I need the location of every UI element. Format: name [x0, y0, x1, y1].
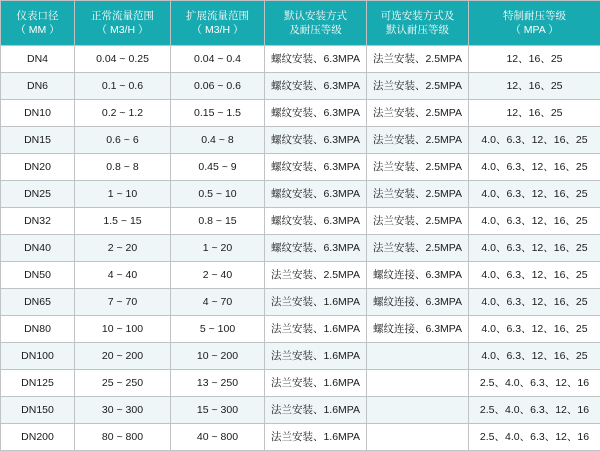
cell-normal-flow: 10 ~ 100	[75, 316, 171, 343]
cell-default-install: 法兰安装、2.5MPA	[265, 262, 367, 289]
cell-extended-flow: 10 ~ 200	[171, 343, 265, 370]
table-header	[1, 1, 600, 46]
cell-extended-flow: 0.8 ~ 15	[171, 208, 265, 235]
header-row	[1, 1, 600, 46]
cell-diameter: DN25	[1, 181, 75, 208]
cell-special-pressure: 4.0、6.3、12、16、25	[469, 262, 600, 289]
cell-normal-flow: 4 ~ 40	[75, 262, 171, 289]
cell-diameter: DN100	[1, 343, 75, 370]
table-row	[1, 262, 600, 289]
cell-special-pressure: 4.0、6.3、12、16、25	[469, 343, 600, 370]
cell-special-pressure: 4.0、6.3、12、16、25	[469, 154, 600, 181]
cell-default-install: 螺纹安装、6.3MPA	[265, 181, 367, 208]
table-row	[1, 46, 600, 73]
cell-optional-install: 螺纹连接、6.3MPA	[367, 316, 469, 343]
cell-extended-flow: 40 ~ 800	[171, 424, 265, 451]
cell-optional-install: 法兰安装、2.5MPA	[367, 154, 469, 181]
table-row	[1, 208, 600, 235]
cell-normal-flow: 0.1 ~ 0.6	[75, 73, 171, 100]
header-line: 默认耐压等级	[367, 23, 468, 37]
cell-special-pressure: 12、16、25	[469, 73, 600, 100]
cell-extended-flow: 15 ~ 300	[171, 397, 265, 424]
header-cell-extended-flow	[171, 1, 265, 46]
cell-default-install: 法兰安装、1.6MPA	[265, 316, 367, 343]
cell-optional-install	[367, 343, 469, 370]
cell-special-pressure: 4.0、6.3、12、16、25	[469, 127, 600, 154]
cell-diameter: DN65	[1, 289, 75, 316]
cell-default-install: 螺纹安装、6.3MPA	[265, 127, 367, 154]
cell-diameter: DN6	[1, 73, 75, 100]
cell-default-install: 螺纹安装、6.3MPA	[265, 208, 367, 235]
cell-extended-flow: 13 ~ 250	[171, 370, 265, 397]
cell-extended-flow: 1 ~ 20	[171, 235, 265, 262]
table-row	[1, 181, 600, 208]
cell-normal-flow: 80 ~ 800	[75, 424, 171, 451]
cell-normal-flow: 2 ~ 20	[75, 235, 171, 262]
cell-extended-flow: 5 ~ 100	[171, 316, 265, 343]
header-line: （ MPA ）	[469, 23, 600, 37]
header-line: 仪表口径	[1, 9, 74, 23]
cell-normal-flow: 7 ~ 70	[75, 289, 171, 316]
cell-special-pressure: 12、16、25	[469, 100, 600, 127]
cell-special-pressure: 4.0、6.3、12、16、25	[469, 235, 600, 262]
cell-diameter: DN125	[1, 370, 75, 397]
header-cell-diameter	[1, 1, 75, 46]
cell-diameter: DN32	[1, 208, 75, 235]
table-row	[1, 316, 600, 343]
table-row	[1, 235, 600, 262]
header-line: 及耐压等级	[265, 23, 366, 37]
cell-default-install: 螺纹安装、6.3MPA	[265, 100, 367, 127]
cell-default-install: 法兰安装、1.6MPA	[265, 397, 367, 424]
cell-special-pressure: 2.5、4.0、6.3、12、16	[469, 370, 600, 397]
cell-default-install: 螺纹安装、6.3MPA	[265, 235, 367, 262]
cell-extended-flow: 4 ~ 70	[171, 289, 265, 316]
table-row	[1, 73, 600, 100]
cell-normal-flow: 0.8 ~ 8	[75, 154, 171, 181]
cell-special-pressure: 4.0、6.3、12、16、25	[469, 316, 600, 343]
cell-extended-flow: 2 ~ 40	[171, 262, 265, 289]
cell-optional-install: 法兰安装、2.5MPA	[367, 235, 469, 262]
cell-default-install: 螺纹安装、6.3MPA	[265, 73, 367, 100]
header-line: 扩展流量范围	[171, 9, 264, 23]
cell-default-install: 法兰安装、1.6MPA	[265, 370, 367, 397]
table-row	[1, 424, 600, 451]
header-cell-default-install	[265, 1, 367, 46]
header-line: 默认安装方式	[265, 9, 366, 23]
header-line: 可选安装方式及	[367, 9, 468, 23]
table-row	[1, 343, 600, 370]
cell-special-pressure: 2.5、4.0、6.3、12、16	[469, 397, 600, 424]
cell-special-pressure: 4.0、6.3、12、16、25	[469, 289, 600, 316]
table-row	[1, 100, 600, 127]
cell-diameter: DN15	[1, 127, 75, 154]
cell-normal-flow: 20 ~ 200	[75, 343, 171, 370]
cell-extended-flow: 0.4 ~ 8	[171, 127, 265, 154]
cell-optional-install: 法兰安装、2.5MPA	[367, 127, 469, 154]
cell-optional-install: 螺纹连接、6.3MPA	[367, 289, 469, 316]
cell-optional-install: 螺纹连接、6.3MPA	[367, 262, 469, 289]
cell-special-pressure: 2.5、4.0、6.3、12、16	[469, 424, 600, 451]
cell-normal-flow: 30 ~ 300	[75, 397, 171, 424]
cell-optional-install	[367, 424, 469, 451]
cell-optional-install: 法兰安装、2.5MPA	[367, 208, 469, 235]
cell-special-pressure: 12、16、25	[469, 46, 600, 73]
cell-default-install: 法兰安装、1.6MPA	[265, 289, 367, 316]
cell-normal-flow: 1.5 ~ 15	[75, 208, 171, 235]
table-row	[1, 289, 600, 316]
cell-optional-install	[367, 370, 469, 397]
cell-diameter: DN80	[1, 316, 75, 343]
cell-normal-flow: 0.2 ~ 1.2	[75, 100, 171, 127]
cell-diameter: DN4	[1, 46, 75, 73]
cell-optional-install	[367, 397, 469, 424]
cell-optional-install: 法兰安装、2.5MPA	[367, 181, 469, 208]
cell-diameter: DN40	[1, 235, 75, 262]
table-body	[1, 46, 600, 451]
cell-extended-flow: 0.06 ~ 0.6	[171, 73, 265, 100]
header-line: 正常流量范围	[75, 9, 170, 23]
cell-diameter: DN150	[1, 397, 75, 424]
table-row	[1, 370, 600, 397]
cell-default-install: 螺纹安装、6.3MPA	[265, 46, 367, 73]
header-cell-optional-install	[367, 1, 469, 46]
cell-diameter: DN50	[1, 262, 75, 289]
cell-normal-flow: 0.04 ~ 0.25	[75, 46, 171, 73]
cell-normal-flow: 0.6 ~ 6	[75, 127, 171, 154]
header-line: （ M3/H ）	[75, 23, 170, 37]
cell-special-pressure: 4.0、6.3、12、16、25	[469, 181, 600, 208]
cell-normal-flow: 1 ~ 10	[75, 181, 171, 208]
header-cell-normal-flow	[75, 1, 171, 46]
cell-optional-install: 法兰安装、2.5MPA	[367, 46, 469, 73]
cell-optional-install: 法兰安装、2.5MPA	[367, 100, 469, 127]
cell-special-pressure: 4.0、6.3、12、16、25	[469, 208, 600, 235]
header-line: （ MM ）	[1, 23, 74, 37]
cell-default-install: 法兰安装、1.6MPA	[265, 343, 367, 370]
header-line: （ M3/H ）	[171, 23, 264, 37]
cell-normal-flow: 25 ~ 250	[75, 370, 171, 397]
header-cell-special-pressure	[469, 1, 600, 46]
table-row	[1, 397, 600, 424]
cell-diameter: DN200	[1, 424, 75, 451]
header-line: 特制耐压等级	[469, 9, 600, 23]
cell-diameter: DN20	[1, 154, 75, 181]
table-row	[1, 127, 600, 154]
cell-optional-install: 法兰安装、2.5MPA	[367, 73, 469, 100]
cell-extended-flow: 0.15 ~ 1.5	[171, 100, 265, 127]
cell-diameter: DN10	[1, 100, 75, 127]
cell-extended-flow: 0.04 ~ 0.4	[171, 46, 265, 73]
table-row	[1, 154, 600, 181]
cell-default-install: 法兰安装、1.6MPA	[265, 424, 367, 451]
cell-extended-flow: 0.45 ~ 9	[171, 154, 265, 181]
cell-extended-flow: 0.5 ~ 10	[171, 181, 265, 208]
cell-default-install: 螺纹安装、6.3MPA	[265, 154, 367, 181]
